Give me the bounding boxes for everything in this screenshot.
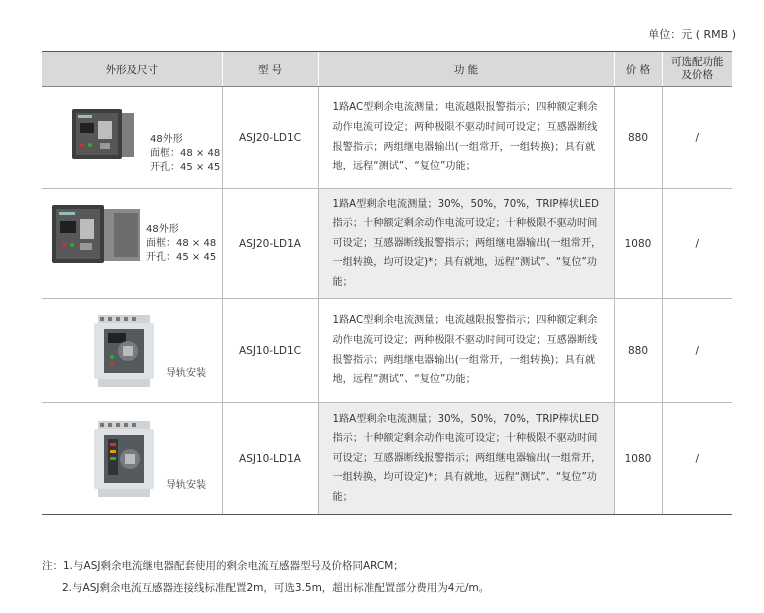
appearance-cell [42, 87, 222, 189]
function-cell: 1路AC型剩余电流测量；电流越限报警指示；四种额定剩余动作电流可设定；两种极限不驱动时间可设定；互感器断线报警指示；两组继电器输出(一组常开，一组转换)；具有就地，远程“测试”、“复位”功能； [318, 299, 614, 403]
model-cell: ASJ10-LD1A [222, 403, 318, 515]
model-cell: ASJ10-LD1C [222, 299, 318, 403]
dim-outline: 48外形 [150, 134, 183, 145]
appearance-cell [42, 299, 222, 403]
table-row [42, 189, 732, 299]
model-cell: ASJ20-LD1C [222, 87, 318, 189]
option-cell: / [662, 189, 732, 299]
dim-rail-mount: 导轨安装 [166, 368, 206, 379]
product-price-table [42, 51, 732, 515]
option-cell: / [662, 299, 732, 403]
dim-cutout: 开孔：45 × 45 [150, 162, 221, 173]
asj10-rail-device-image [92, 313, 156, 389]
appearance-cell [42, 403, 222, 515]
option-cell: / [662, 87, 732, 189]
header-function: 功 能 [318, 52, 614, 87]
header-option [662, 52, 732, 87]
price-cell: 880 [614, 299, 662, 403]
footnotes [42, 555, 489, 599]
asj10-rail-device-image [92, 419, 156, 499]
dim-rail-mount: 导轨安装 [166, 480, 206, 491]
header-option-text: 可选配功能及价格 [671, 56, 724, 81]
model-cell: ASJ20-LD1A [222, 189, 318, 299]
table-row [42, 299, 732, 403]
dim-cutout: 开孔：45 × 45 [146, 252, 217, 263]
unit-label: 单位：元 ( RMB ) [648, 28, 736, 41]
table-header-row [42, 52, 732, 87]
function-cell: 1路A型剩余电流测量；30%，50%，70%，TRIP棒状LED指示；十种额定剩余动作电流可设定；十种极限不驱动时间可设定；互感器断线报警指示；两组继电器输出(一组常开，一组转换，均可设定)*；具有就地，远程“测试”、“复位”功能； [318, 403, 614, 515]
header-appearance: 外形及尺寸 [42, 52, 222, 87]
table-row [42, 87, 732, 189]
appearance-cell [42, 189, 222, 299]
table-row [42, 403, 732, 515]
price-cell: 880 [614, 87, 662, 189]
function-cell: 1路AC型剩余电流测量；电流越限报警指示；四种额定剩余动作电流可设定；两种极限不驱动时间可设定；互感器断线报警指示；两组继电器输出(一组常开，一组转换)；具有就地，远程“测试”、“复位”功能； [318, 87, 614, 189]
dim-frame: 面框：48 × 48 [150, 148, 221, 159]
price-cell: 1080 [614, 189, 662, 299]
dim-outline: 48外形 [146, 224, 179, 235]
header-price: 价 格 [614, 52, 662, 87]
footnote-1: 注：1.与ASJ剩余电流继电器配套使用的剩余电流互感器型号及价格同ARCM； [42, 560, 404, 572]
asj20-panel-device-image [50, 203, 142, 269]
dim-frame: 面框：48 × 48 [146, 238, 217, 249]
option-cell: / [662, 403, 732, 515]
function-cell: 1路A型剩余电流测量；30%，50%，70%，TRIP棒状LED指示；十种额定剩余动作电流可设定；十种极限不驱动时间可设定；互感器断线报警指示；两组继电器输出(一组常开，一组转换，均可设定)*；具有就地，远程“测试”、“复位”功能； [318, 189, 614, 299]
asj20-panel-device-image [70, 107, 134, 163]
price-cell: 1080 [614, 403, 662, 515]
footnote-2: 2.与ASJ剩余电流互感器连接线标准配置2m，可选3.5m，超出标准配置部分费用为4元/m。 [62, 582, 490, 594]
header-model: 型 号 [222, 52, 318, 87]
